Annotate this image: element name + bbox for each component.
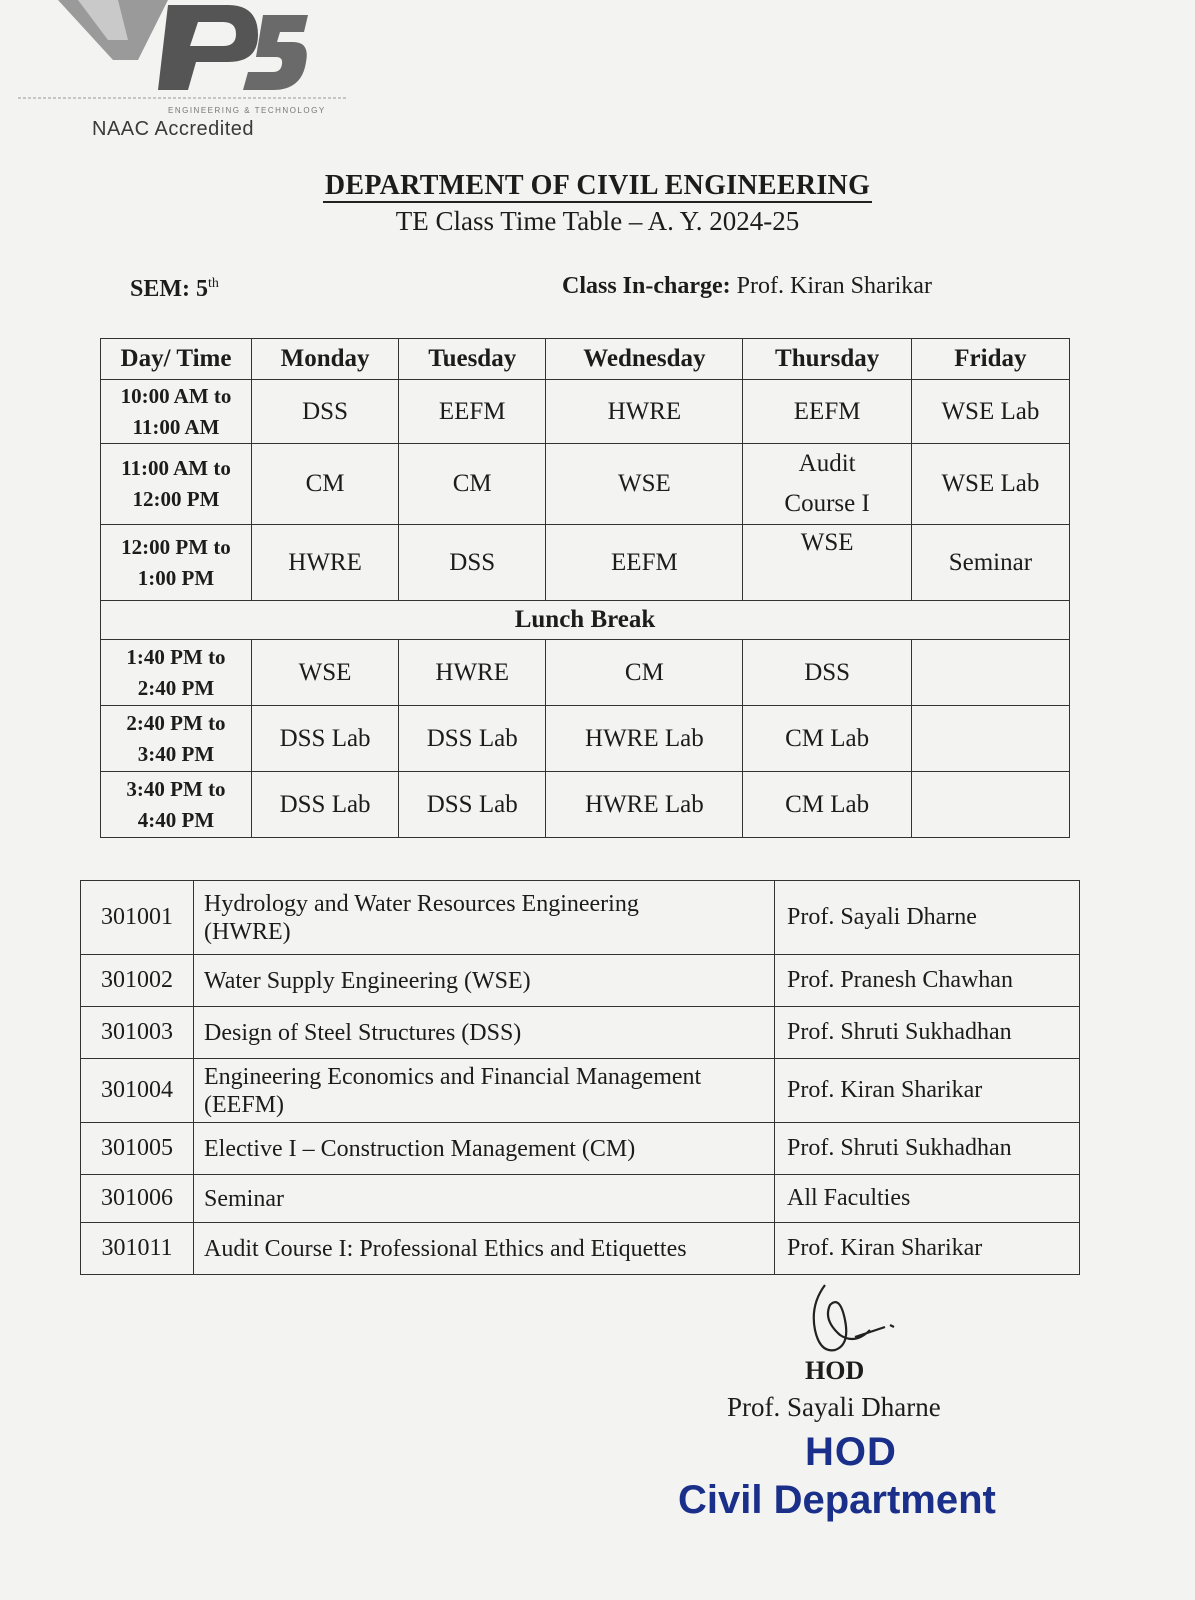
subject-code: 301011: [81, 1223, 194, 1275]
subject-name: Seminar: [194, 1175, 775, 1223]
class-cell: [911, 640, 1069, 706]
lunch-row: [101, 601, 1070, 640]
class-cell: WSE: [743, 525, 911, 601]
class-cell: EEFM: [546, 525, 743, 601]
class-cell: HWRE: [252, 525, 399, 601]
class-cell: DSS: [399, 525, 546, 601]
day-tuesday: Tuesday: [399, 339, 546, 380]
subject-row: [81, 1007, 1080, 1059]
timetable-row: [101, 706, 1070, 772]
class-cell: CM Lab: [743, 706, 911, 772]
time-slot: 10:00 AM to 11:00 AM: [101, 380, 252, 444]
class-cell: Audit Course I: [743, 444, 911, 525]
subject-code: 301002: [81, 955, 194, 1007]
class-cell: HWRE Lab: [546, 706, 743, 772]
corner-cell: Day/ Time: [101, 339, 252, 380]
subject-name: Elective I – Construction Management (CM): [194, 1123, 775, 1175]
subject-name: Water Supply Engineering (WSE): [194, 955, 775, 1007]
timetable-row: [101, 444, 1070, 525]
class-cell: [911, 772, 1069, 838]
timetable-row: [101, 772, 1070, 838]
hod-signature: [795, 1275, 905, 1365]
class-cell: DSS Lab: [399, 772, 546, 838]
subject-faculty: Prof. Kiran Sharikar: [775, 1223, 1080, 1275]
subject-row: [81, 881, 1080, 955]
class-cell: WSE Lab: [911, 380, 1069, 444]
subject-row: [81, 955, 1080, 1007]
class-cell: WSE: [252, 640, 399, 706]
class-cell: CM: [399, 444, 546, 525]
vps-logo-graphic: [18, 0, 358, 110]
class-cell: DSS: [743, 640, 911, 706]
subject-faculty: Prof. Pranesh Chawhan: [775, 955, 1080, 1007]
day-friday: Friday: [911, 339, 1069, 380]
class-incharge: Class In-charge: Prof. Kiran Sharikar: [562, 273, 932, 299]
college-logo: [18, 0, 358, 150]
subject-faculty-table: [80, 880, 1080, 1275]
subject-faculty: Prof. Kiran Sharikar: [775, 1059, 1080, 1123]
class-cell: Seminar: [911, 525, 1069, 601]
class-cell: CM: [546, 640, 743, 706]
subject-code: 301006: [81, 1175, 194, 1223]
class-cell: CM: [252, 444, 399, 525]
time-slot: 3:40 PM to 4:40 PM: [101, 772, 252, 838]
class-cell: DSS Lab: [252, 772, 399, 838]
class-cell: DSS Lab: [252, 706, 399, 772]
subject-name: Design of Steel Structures (DSS): [194, 1007, 775, 1059]
subject-code: 301005: [81, 1123, 194, 1175]
class-cell: [911, 706, 1069, 772]
day-thursday: Thursday: [743, 339, 911, 380]
timetable-subtitle: TE Class Time Table – A. Y. 2024-25: [395, 206, 800, 236]
subject-faculty: Prof. Shruti Sukhadhan: [775, 1123, 1080, 1175]
timetable-row: [101, 525, 1070, 601]
class-cell: HWRE: [546, 380, 743, 444]
time-slot: 2:40 PM to 3:40 PM: [101, 706, 252, 772]
logo-tagline: ENGINEERING & TECHNOLOGY: [168, 106, 326, 115]
subject-name: Engineering Economics and Financial Management (EEFM): [194, 1059, 775, 1123]
timetable-header-row: [101, 339, 1070, 380]
timetable-row: [101, 640, 1070, 706]
class-cell: CM Lab: [743, 772, 911, 838]
subject-faculty: Prof. Sayali Dharne: [775, 881, 1080, 955]
subject-name: Hydrology and Water Resources Engineering (HWRE): [194, 881, 775, 955]
accreditation-text: NAAC Accredited: [92, 118, 255, 140]
class-cell: WSE: [546, 444, 743, 525]
semester-label: SEM: 5th: [130, 276, 219, 302]
subject-row: [81, 1059, 1080, 1123]
class-cell: WSE Lab: [911, 444, 1069, 525]
time-slot: 12:00 PM to 1:00 PM: [101, 525, 252, 601]
stamp-hod: HOD: [805, 1430, 897, 1474]
subject-row: [81, 1175, 1080, 1223]
subject-code: 301004: [81, 1059, 194, 1123]
day-wednesday: Wednesday: [546, 339, 743, 380]
class-cell: HWRE: [399, 640, 546, 706]
subject-row: [81, 1123, 1080, 1175]
class-cell: HWRE Lab: [546, 772, 743, 838]
day-monday: Monday: [252, 339, 399, 380]
subject-code: 301003: [81, 1007, 194, 1059]
class-cell: EEFM: [399, 380, 546, 444]
subject-code: 301001: [81, 881, 194, 955]
hod-name: Prof. Sayali Dharne: [727, 1392, 941, 1422]
subject-name: Audit Course I: Professional Ethics and Etiquettes: [194, 1223, 775, 1275]
class-cell: DSS Lab: [399, 706, 546, 772]
timetable: [100, 338, 1070, 838]
timetable-row: [101, 380, 1070, 444]
lunch-break: Lunch Break: [101, 601, 1070, 640]
subject-row: [81, 1223, 1080, 1275]
subject-faculty: All Faculties: [775, 1175, 1080, 1223]
subject-faculty: Prof. Shruti Sukhadhan: [775, 1007, 1080, 1059]
time-slot: 1:40 PM to 2:40 PM: [101, 640, 252, 706]
time-slot: 11:00 AM to 12:00 PM: [101, 444, 252, 525]
class-cell: EEFM: [743, 380, 911, 444]
stamp-department: Civil Department: [678, 1478, 996, 1522]
hod-label: HOD: [805, 1356, 865, 1385]
class-cell: DSS: [252, 380, 399, 444]
department-title: DEPARTMENT OF CIVIL ENGINEERING: [324, 170, 871, 201]
